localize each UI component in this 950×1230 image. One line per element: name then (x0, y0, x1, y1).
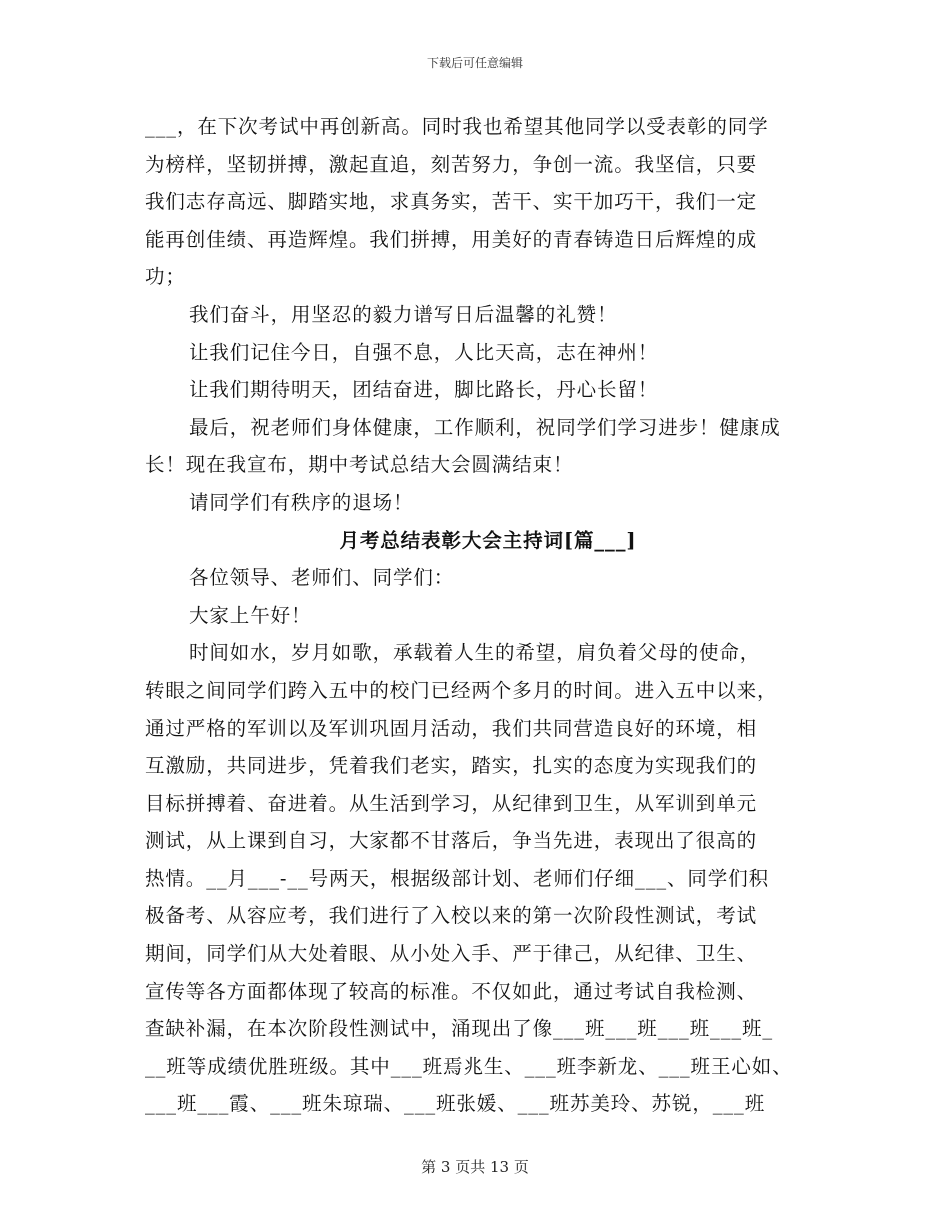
text-line: 查缺补漏，在本次阶段性测试中，涌现出了像___班___班___班___班_ (145, 1017, 774, 1041)
text-line: ___班___霞、___班朱琼瑞、___班张媛、___班苏美玲、苏锐，___班 (145, 1092, 766, 1116)
page-header-note: 下载后可任意编辑 (426, 56, 523, 70)
text-line: 让我们记住今日，自强不息，人比天高，志在神州！ (189, 340, 659, 364)
text-line: 宣传等各方面都体现了较高的标准。不仅如此，通过考试自我检测、 (145, 979, 758, 1003)
text-line: 长！现在我宣布，期中考试总结大会圆满结束！ (145, 453, 574, 477)
text-line: 极备考、从容应考，我们进行了入校以来的第一次阶段性测试，考试 (145, 904, 758, 928)
text-line: 我们志存高远、脚踏实地，求真务实，苦干、实干加巧干，我们一定 (145, 190, 758, 214)
text-line: 为榜样，坚韧拼搏，激起直追，刻苦努力，争创一流。我坚信，只要 (145, 152, 758, 176)
text-line: 我们奋斗，用坚忍的毅力谱写日后温馨的礼赞！ (189, 302, 618, 326)
text-line: 目标拼搏着、奋进着。从生活到学习，从纪律到卫生，从军训到单元 (145, 791, 758, 815)
document-body (145, 108, 813, 1123)
text-line: 请同学们有秩序的退场！ (189, 490, 414, 514)
text-line: ___，在下次考试中再创新高。同时我也希望其他同学以受表彰的同学 (145, 115, 769, 138)
text-line: 期间，同学们从大处着眼、从小处入手、严于律己，从纪律、卫生、 (145, 942, 758, 966)
text-line: 时间如水，岁月如歌，承载着人生的希望，肩负着父母的使命， (189, 641, 761, 665)
text-line: 转眼之间同学们跨入五中的校门已经两个多月的时间。进入五中以来， (145, 678, 778, 702)
text-line: 最后，祝老师们身体健康，工作顺利，祝同学们学习进步！健康成 (189, 415, 781, 439)
text-line: __班等成绩优胜班级。其中___班焉兆生、___班李新龙、___班王心如、 (145, 1054, 793, 1078)
text-line: 功； (145, 265, 186, 289)
text-line: 互激励，共同进步，凭着我们老实，踏实，扎实的态度为实现我们的 (145, 754, 758, 778)
text-line: 让我们期待明天，团结奋进，脚比路长，丹心长留！ (189, 378, 659, 402)
text-line: 热情。__月___-__号两天，根据级部计划、老师们仔细___、同学们积 (145, 866, 769, 890)
page-footer-number: 第 3 页共 13 页 (421, 1158, 529, 1176)
text-line: 各位领导、老师们、同学们： (189, 566, 455, 590)
text-line: 能再创佳绩、再造辉煌。我们拼搏，用美好的青春铸造日后辉煌的成 (145, 227, 758, 251)
text-line: 大家上午好！ (189, 603, 312, 627)
text-line: 测试，从上课到自习，大家都不甘落后，争当先进，表现出了很高的 (145, 829, 758, 853)
text-line: 通过严格的军训以及军训巩固月活动，我们共同营造良好的环境，相 (145, 716, 758, 740)
section-heading: 月考总结表彰大会主持词[篇___] (339, 528, 637, 552)
